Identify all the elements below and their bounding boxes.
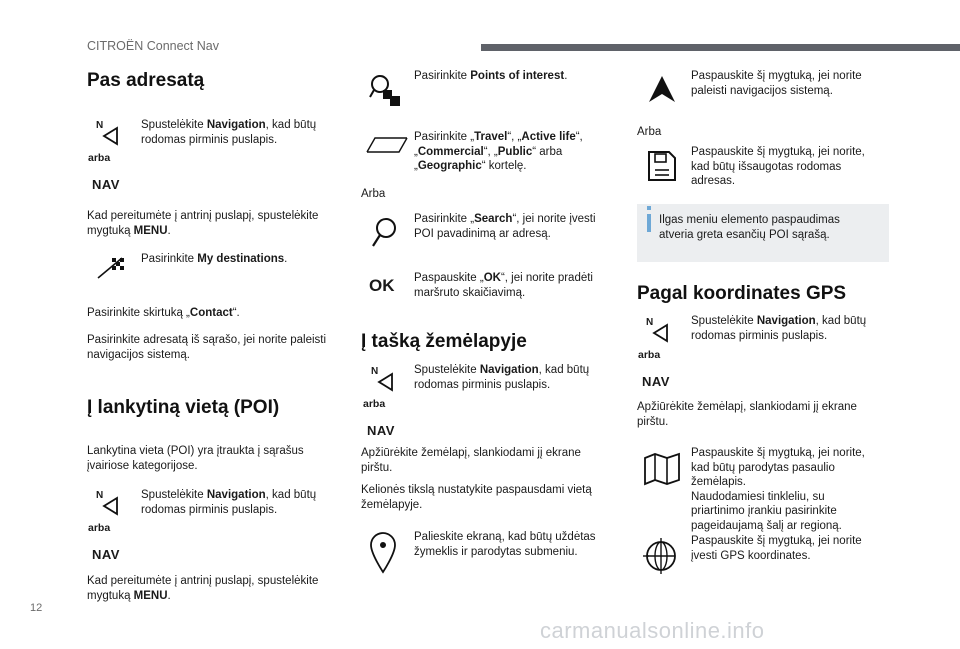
nav-n-letter: N	[96, 490, 104, 501]
save-icon	[647, 150, 677, 182]
start-navigation-icon	[647, 74, 677, 104]
info-icon-dot	[647, 206, 651, 210]
arba-label: Arba	[361, 188, 386, 200]
ok-button-icon[interactable]: OK	[369, 276, 395, 295]
nav-arba-label: arba	[638, 349, 661, 361]
text-block: Palieskite ekraną, kad būtų uždėtas žymeklis ir parodytas submeniu.	[414, 531, 596, 558]
nav-arba-label: arba	[88, 152, 111, 164]
globe-gps-icon	[643, 538, 679, 574]
arba-label: Arba	[637, 126, 662, 138]
search-icon	[370, 216, 400, 250]
text-block: Pasirinkite „Search“, jei norite įvesti POI pavadinimą ar adresą.	[414, 213, 596, 240]
heading-gps: Pagal koordinates GPS	[637, 283, 847, 304]
text-block: Lankytina vieta (POI) yra įtraukta į sąrašus įvairiose kategorijose.	[87, 445, 304, 472]
nav-arba-label: arba	[363, 398, 386, 410]
note-text: Ilgas meniu elemento paspaudimas atveria greta esančių POI sąrašą.	[659, 214, 840, 241]
text-block: Kelionės tikslą nustatykite paspausdami vietą žemėlapyje.	[361, 484, 592, 511]
text-block: Kad pereitumėte į antrinį puslapį, spustelėkite mygtuką MENU.	[87, 210, 319, 237]
navigation-arrow-icon	[377, 372, 395, 392]
header-bar	[481, 44, 960, 51]
watermark: carmanualsonline.info	[540, 618, 765, 643]
heading-map-point: Į tašką žemėlapyje	[361, 331, 527, 352]
nav-label: NAV	[367, 423, 395, 438]
text-block: Spustelėkite Navigation, kad būtų rodomas pirminis puslapis.	[141, 119, 317, 146]
map-pin-icon	[368, 530, 398, 574]
heading-poi: Į lankytiną vietą (POI)	[87, 397, 280, 418]
text-block: Apžiūrėkite žemėlapį, slankiodami jį ekrane pirštu.	[637, 401, 857, 428]
info-icon	[647, 214, 651, 232]
navigation-arrow-icon	[652, 323, 670, 343]
text-block: Paspauskite „OK“, jei norite pradėti maršruto skaičiavimą.	[414, 272, 593, 299]
text-block: Paspauskite šį mygtuką, jei norite, kad būtų išsaugotas rodomas adresas.	[691, 146, 865, 187]
text-block: Paspauskite šį mygtuką, jei norite, kad būtų parodytas pasaulio žemėlapis. Naudodamiesi tinkleliu, su priartinimo įrankiu pasirinkite pageidaujamą šalį ar regioną.	[691, 447, 865, 532]
running-header: CITROËN Connect Nav	[87, 39, 219, 53]
info-note	[637, 204, 889, 262]
world-map-icon	[643, 452, 681, 486]
text-block: Pasirinkite adresatą iš sąrašo, jei norite paleisti navigacijos sistemą.	[87, 334, 327, 361]
text-block: Pasirinkite „Travel“, „Active life“, „Commercial“, „Public“ arba „Geographic“ kortelę.	[414, 131, 583, 172]
text-block: Pasirinkite My destinations.	[141, 253, 288, 265]
text-block: Kad pereitumėte į antrinį puslapį, spustelėkite mygtuką MENU.	[87, 575, 319, 602]
text-block: Paspauskite šį mygtuką, jei norite paleisti navigacijos sistemą.	[691, 70, 862, 97]
nav-n-letter: N	[371, 366, 379, 377]
nav-arba-label: arba	[88, 522, 111, 534]
page-number: 12	[30, 602, 43, 614]
nav-label: NAV	[92, 547, 120, 562]
category-tab-icon	[365, 135, 409, 155]
text-block: Pasirinkite skirtuką „Contact“.	[87, 307, 240, 319]
nav-button-icon[interactable]	[636, 317, 688, 387]
text-block: Spustelėkite Navigation, kad būtų rodomas pirminis puslapis.	[691, 315, 867, 342]
navigation-arrow-icon	[102, 496, 120, 516]
nav-button-icon[interactable]	[361, 366, 413, 436]
nav-label: NAV	[92, 177, 120, 192]
text-block: Apžiūrėkite žemėlapį, slankiodami jį ekrane pirštu.	[361, 447, 581, 474]
nav-button-icon[interactable]	[86, 120, 138, 190]
text-block: Spustelėkite Navigation, kad būtų rodomas pirminis puslapis.	[414, 364, 590, 391]
nav-n-letter: N	[646, 317, 654, 328]
text-block: Paspauskite šį mygtuką, jei norite įvesti GPS koordinates.	[691, 535, 862, 562]
nav-n-letter: N	[96, 120, 104, 131]
text-block: Spustelėkite Navigation, kad būtų rodomas pirminis puslapis.	[141, 489, 317, 516]
navigation-arrow-icon	[102, 126, 120, 146]
checkered-flag-icon	[96, 256, 124, 280]
poi-search-icon	[368, 73, 402, 109]
heading-contact: Pas adresatą	[87, 70, 205, 91]
nav-label: NAV	[642, 374, 670, 389]
nav-button-icon[interactable]	[86, 490, 138, 560]
text-block: Pasirinkite Points of interest.	[414, 70, 568, 82]
